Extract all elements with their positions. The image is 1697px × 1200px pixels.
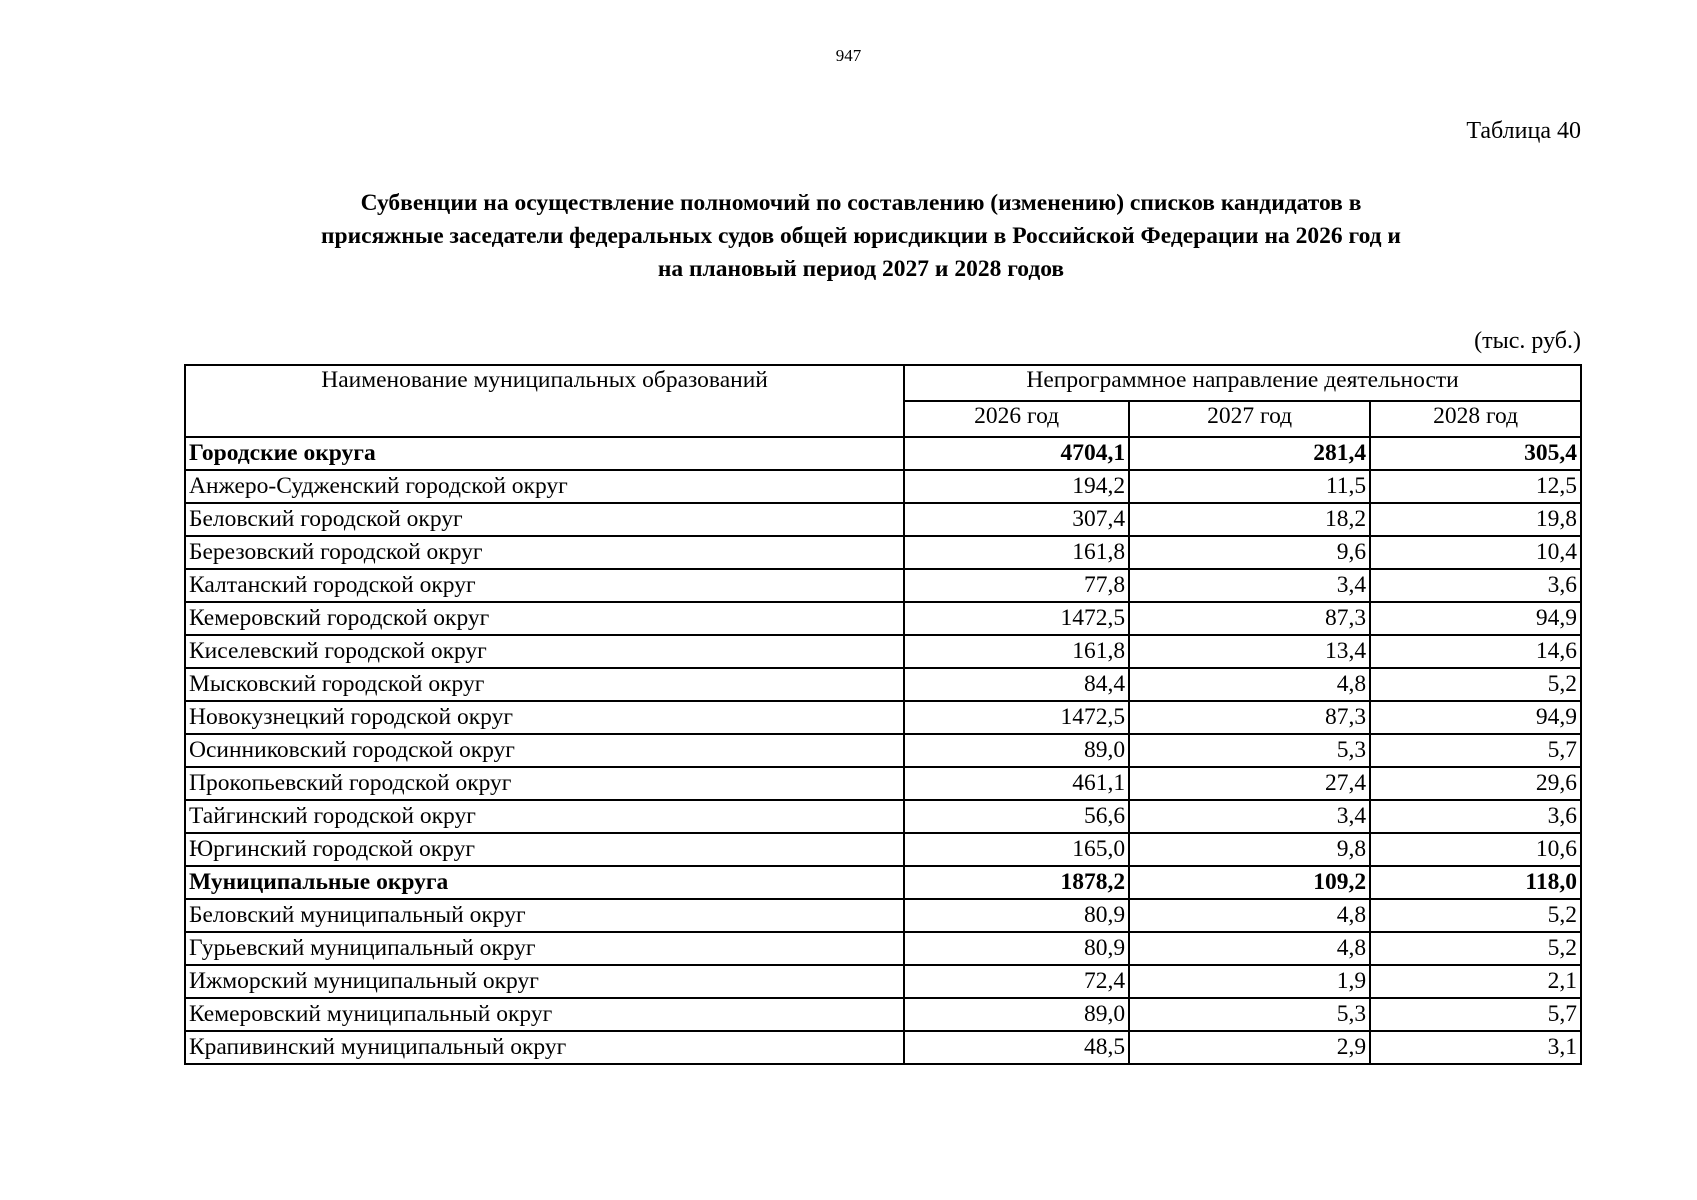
municipality-name-cell: Тайгинский городской округ [185,800,904,833]
table-row [185,767,1581,800]
value-2026-cell: 194,2 [904,470,1129,503]
municipality-name-cell: Прокопьевский городской округ [185,767,904,800]
value-2027-cell: 13,4 [1129,635,1370,668]
value-2026-cell: 1472,5 [904,602,1129,635]
value-2027-cell: 87,3 [1129,701,1370,734]
table-row [185,800,1581,833]
municipality-name-cell: Кемеровский городской округ [185,602,904,635]
table-row [185,470,1581,503]
table-body [185,437,1581,1064]
municipality-name-cell: Новокузнецкий городской округ [185,701,904,734]
table-row [185,833,1581,866]
value-2027-cell: 18,2 [1129,503,1370,536]
value-2027-cell: 2,9 [1129,1031,1370,1064]
value-2026-cell: 80,9 [904,899,1129,932]
value-2028-cell: 5,7 [1370,998,1581,1031]
municipality-name-cell: Муниципальные округа [185,866,904,899]
document-title [250,187,1472,286]
municipality-name-cell: Беловский муниципальный округ [185,899,904,932]
title-line: присяжные заседатели федеральных судов общей юрисдикции в Российской Федерации на 2026 год и [321,223,1401,249]
value-2026-cell: 72,4 [904,965,1129,998]
table-row [185,569,1581,602]
value-2026-cell: 1472,5 [904,701,1129,734]
value-2028-cell: 5,7 [1370,734,1581,767]
header-group: Непрограммное направление деятельности [904,365,1581,401]
value-2027-cell: 5,3 [1129,734,1370,767]
value-2026-cell: 80,9 [904,932,1129,965]
value-2028-cell: 5,2 [1370,932,1581,965]
municipality-name-cell: Ижморский муниципальный округ [185,965,904,998]
value-2026-cell: 48,5 [904,1031,1129,1064]
municipality-name-cell: Анжеро-Судженский городской округ [185,470,904,503]
value-2027-cell: 4,8 [1129,899,1370,932]
value-2027-cell: 109,2 [1129,866,1370,899]
table-row [185,932,1581,965]
value-2028-cell: 5,2 [1370,668,1581,701]
value-2026-cell: 1878,2 [904,866,1129,899]
table-row [185,668,1581,701]
header-year-2026: 2026 год [904,401,1129,437]
value-2028-cell: 3,6 [1370,569,1581,602]
value-2026-cell: 4704,1 [904,437,1129,470]
table-row [185,602,1581,635]
page-number: 947 [835,46,862,65]
municipality-name-cell: Городские округа [185,437,904,470]
value-2028-cell: 94,9 [1370,602,1581,635]
table-row [185,503,1581,536]
header-municipality: Наименование муниципальных образований [185,365,904,437]
municipality-name-cell: Юргинский городской округ [185,833,904,866]
table-row [185,965,1581,998]
value-2027-cell: 4,8 [1129,932,1370,965]
value-2028-cell: 10,4 [1370,536,1581,569]
value-2028-cell: 94,9 [1370,701,1581,734]
title-line: Субвенции на осуществление полномочий по составлению (изменению) списков кандидатов в [360,190,1362,216]
municipality-name-cell: Кемеровский муниципальный округ [185,998,904,1031]
header-year-2028: 2028 год [1370,401,1581,437]
value-2027-cell: 11,5 [1129,470,1370,503]
municipality-name-cell: Киселевский городской округ [185,635,904,668]
value-2027-cell: 9,8 [1129,833,1370,866]
table-row [185,635,1581,668]
table-group-row [185,866,1581,899]
value-2028-cell: 29,6 [1370,767,1581,800]
value-2026-cell: 56,6 [904,800,1129,833]
value-2027-cell: 5,3 [1129,998,1370,1031]
value-2026-cell: 84,4 [904,668,1129,701]
value-2027-cell: 1,9 [1129,965,1370,998]
value-2027-cell: 281,4 [1129,437,1370,470]
subventions-table [184,364,1582,1065]
title-line: на плановый период 2027 и 2028 годов [657,256,1065,282]
table-row [185,734,1581,767]
table-label: Таблица 40 [1466,118,1581,144]
value-2027-cell: 3,4 [1129,800,1370,833]
municipality-name-cell: Крапивинский муниципальный округ [185,1031,904,1064]
table-row [185,536,1581,569]
value-2027-cell: 27,4 [1129,767,1370,800]
units-label: (тыс. руб.) [1474,328,1581,354]
value-2028-cell: 10,6 [1370,833,1581,866]
value-2027-cell: 9,6 [1129,536,1370,569]
value-2026-cell: 165,0 [904,833,1129,866]
value-2028-cell: 5,2 [1370,899,1581,932]
municipality-name-cell: Беловский городской округ [185,503,904,536]
value-2027-cell: 87,3 [1129,602,1370,635]
value-2026-cell: 77,8 [904,569,1129,602]
municipality-name-cell: Осинниковский городской округ [185,734,904,767]
value-2028-cell: 305,4 [1370,437,1581,470]
value-2027-cell: 4,8 [1129,668,1370,701]
value-2026-cell: 89,0 [904,734,1129,767]
value-2028-cell: 2,1 [1370,965,1581,998]
municipality-name-cell: Березовский городской округ [185,536,904,569]
value-2028-cell: 3,6 [1370,800,1581,833]
table-row [185,1031,1581,1064]
table-row [185,701,1581,734]
municipality-name-cell: Калтанский городской округ [185,569,904,602]
value-2027-cell: 3,4 [1129,569,1370,602]
header-year-2027: 2027 год [1129,401,1370,437]
value-2028-cell: 12,5 [1370,470,1581,503]
value-2026-cell: 461,1 [904,767,1129,800]
table-row [185,899,1581,932]
value-2028-cell: 19,8 [1370,503,1581,536]
value-2028-cell: 3,1 [1370,1031,1581,1064]
municipality-name-cell: Гурьевский муниципальный округ [185,932,904,965]
value-2026-cell: 161,8 [904,635,1129,668]
value-2028-cell: 14,6 [1370,635,1581,668]
value-2026-cell: 161,8 [904,536,1129,569]
municipality-name-cell: Мысковский городской округ [185,668,904,701]
table-group-row [185,437,1581,470]
table-row [185,998,1581,1031]
value-2028-cell: 118,0 [1370,866,1581,899]
value-2026-cell: 89,0 [904,998,1129,1031]
value-2026-cell: 307,4 [904,503,1129,536]
